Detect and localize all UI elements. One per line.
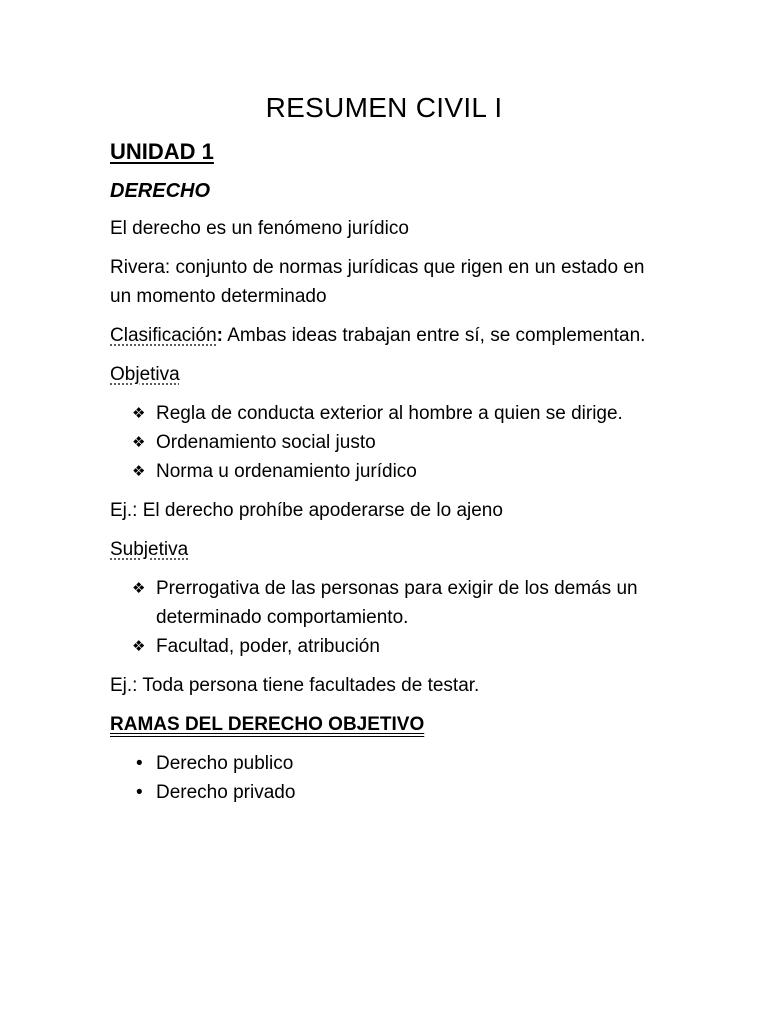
diamond-bullet-icon: ❖ <box>132 580 146 597</box>
objetiva-example: Ej.: El derecho prohíbe apoderarse de lo ajeno <box>110 500 503 521</box>
rivera-paragraph: Rivera: conjunto de normas jurídicas que rigen en un estado en un momento determinado <box>110 257 645 307</box>
unit-heading: UNIDAD 1 <box>110 139 214 164</box>
subjetiva-list <box>110 574 658 661</box>
ramas-heading: RAMAS DEL DERECHO OBJETIVO <box>110 714 425 735</box>
diamond-bullet-icon: ❖ <box>132 463 146 480</box>
bullet-icon: • <box>136 782 143 803</box>
bullet-icon: • <box>136 753 143 774</box>
list-item: ❖ Norma u ordenamiento jurídico <box>110 457 658 486</box>
classification-label: Clasificación <box>110 325 217 346</box>
ramas-list <box>110 749 658 807</box>
diamond-bullet-icon: ❖ <box>132 638 146 655</box>
classification-paragraph <box>110 321 658 350</box>
list-item: ❖ Ordenamiento social justo <box>110 428 658 457</box>
objetiva-list <box>110 399 658 486</box>
document-title: RESUMEN CIVIL I <box>265 92 503 123</box>
objetiva-label: Objetiva <box>110 364 180 385</box>
classification-text: Ambas ideas trabajan entre sí, se complementan. <box>222 325 646 346</box>
classification-colon: : <box>216 325 223 346</box>
section-heading: DERECHO <box>110 180 211 202</box>
list-item: • Derecho publico <box>110 749 658 778</box>
list-item: • Derecho privado <box>110 778 658 807</box>
subjetiva-example: Ej.: Toda persona tiene facultades de testar. <box>110 675 480 696</box>
diamond-bullet-icon: ❖ <box>132 434 146 451</box>
diamond-bullet-icon: ❖ <box>132 405 146 422</box>
definition-paragraph: El derecho es un fenómeno jurídico <box>110 218 409 239</box>
list-item: ❖ Regla de conducta exterior al hombre a quien se dirige. <box>110 399 658 428</box>
subjetiva-label: Subjetiva <box>110 539 189 560</box>
list-item: ❖ Prerrogativa de las personas para exigir de los demás un determinado comportamiento. <box>110 574 658 632</box>
list-item: ❖ Facultad, poder, atribución <box>110 632 658 661</box>
